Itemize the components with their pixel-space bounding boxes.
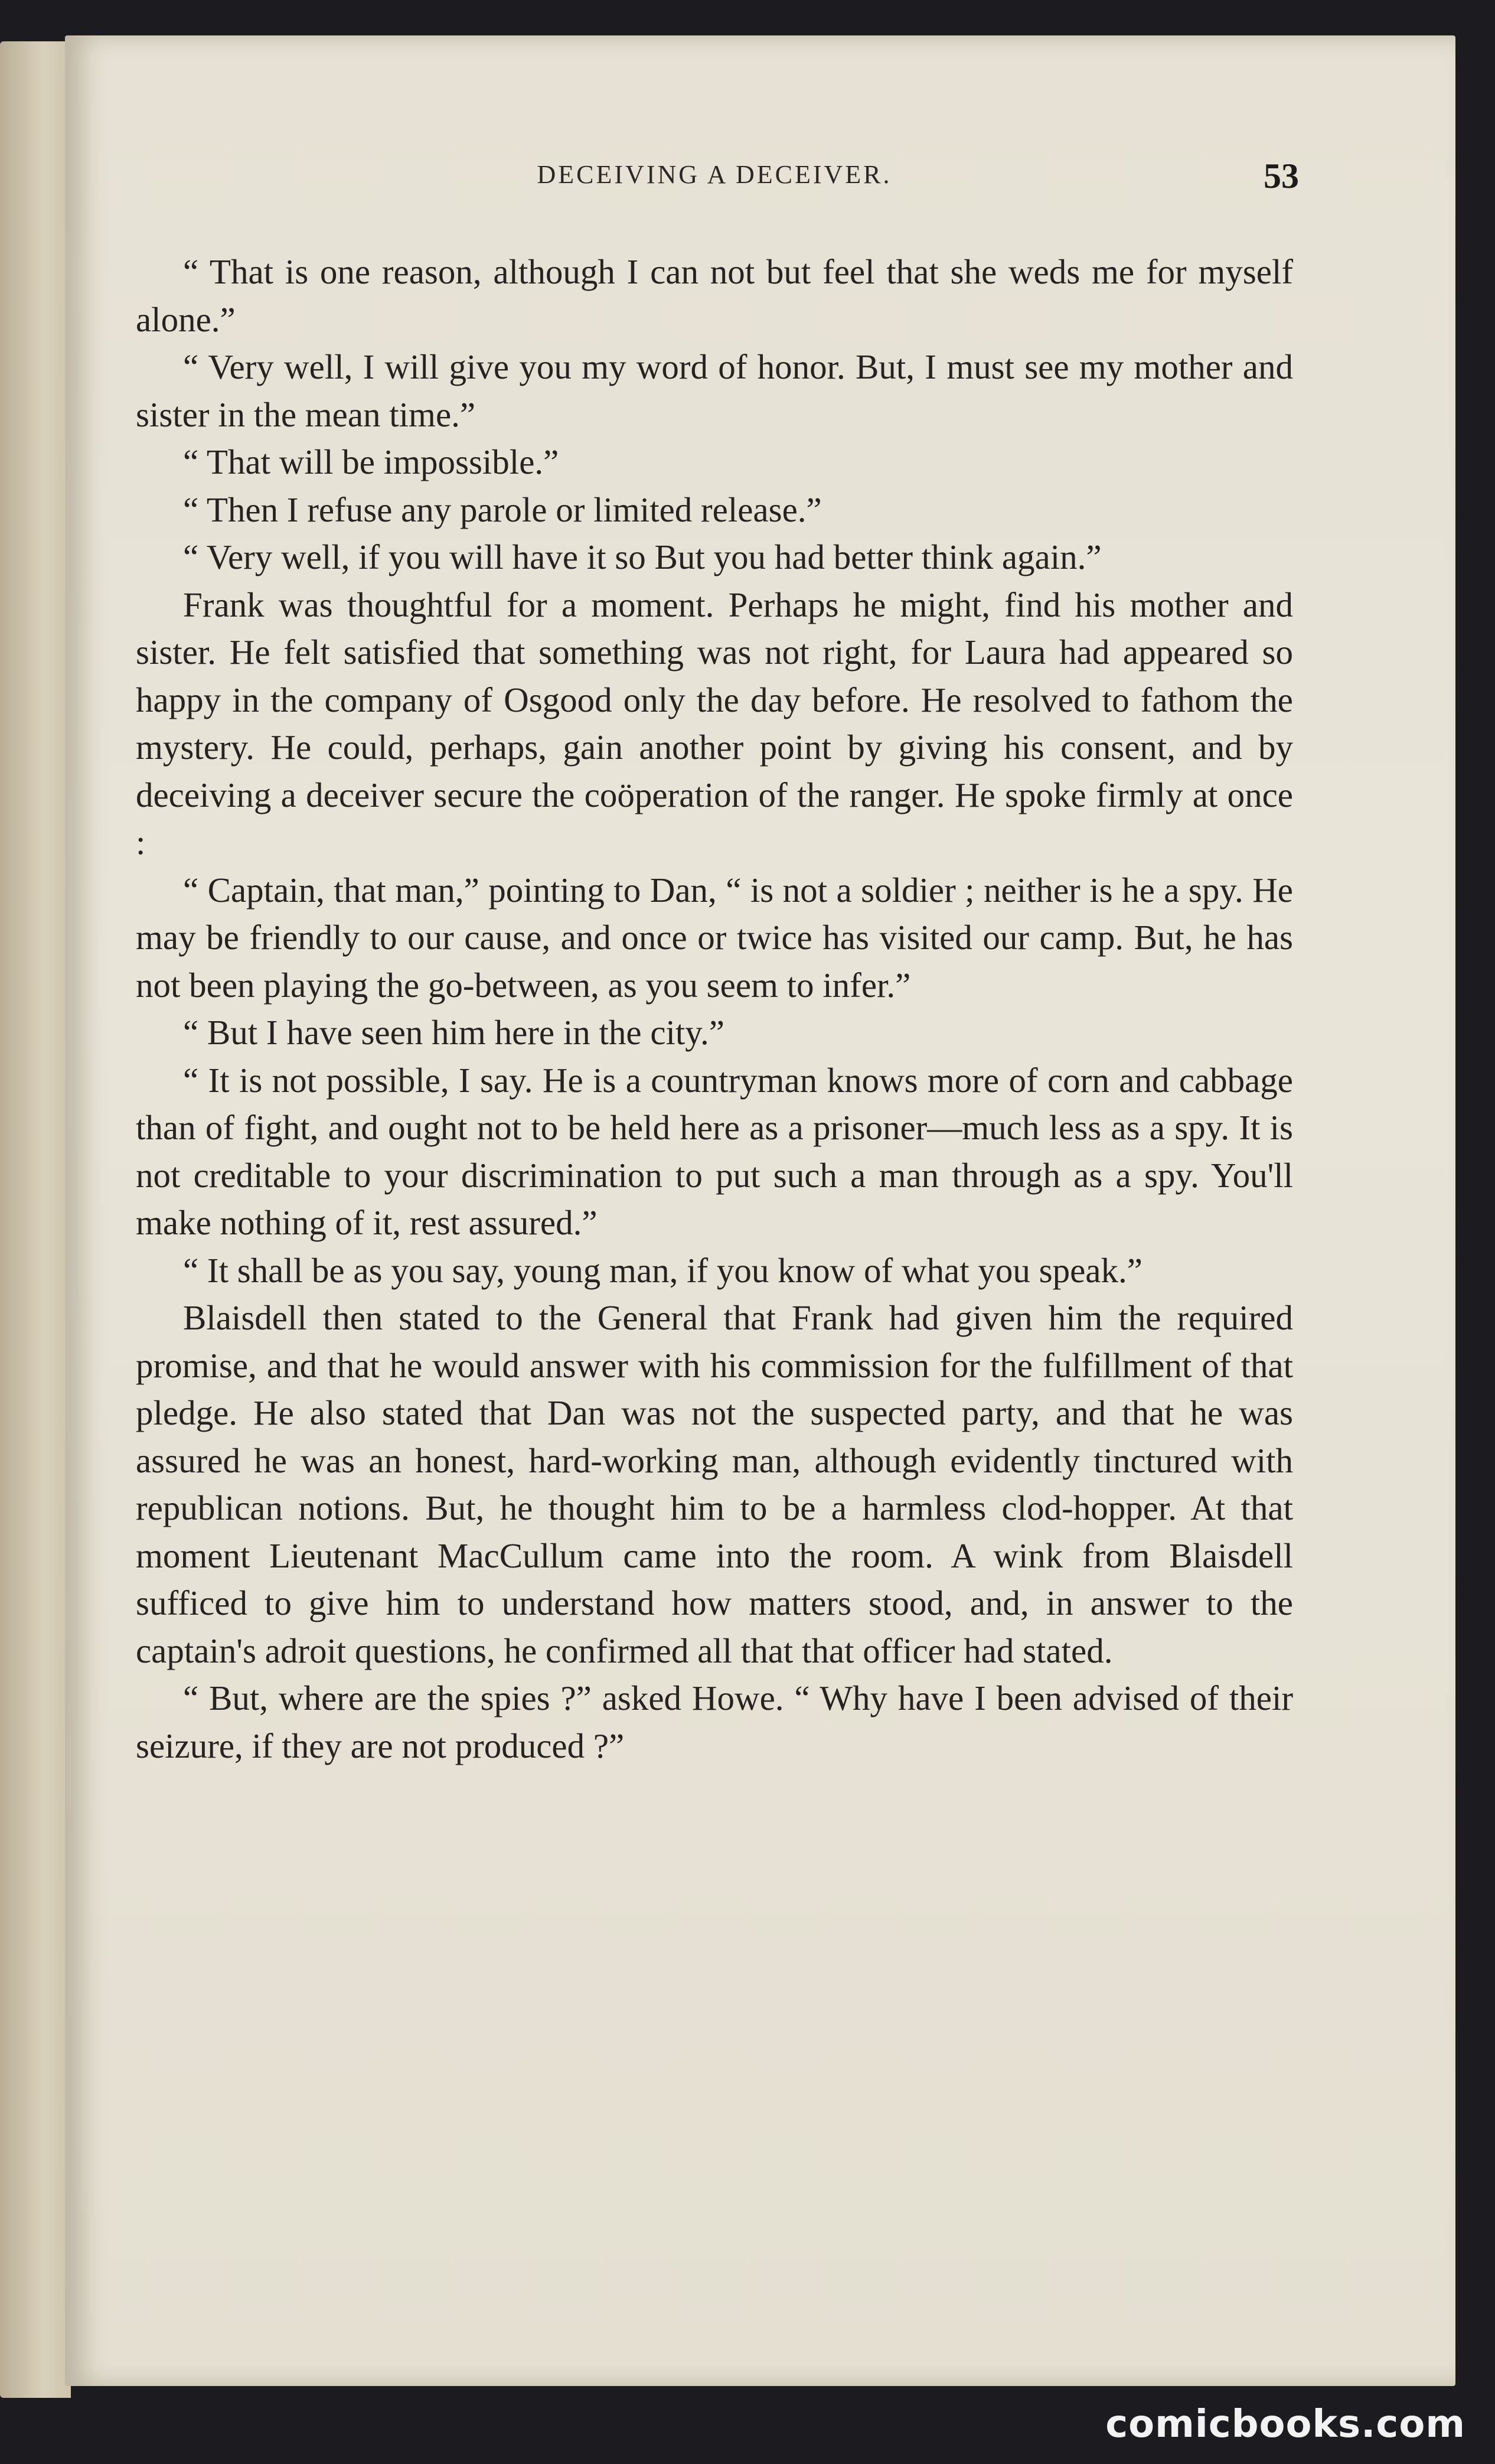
paragraph: “ That is one reason, although I can not but feel that she weds me for myself alone.” bbox=[136, 252, 1293, 339]
paragraph: “ Then I refuse any parole or limited release.” bbox=[183, 490, 822, 529]
page-number: 53 bbox=[1264, 157, 1299, 195]
paragraph: “ Captain, that man,” pointing to Dan, “ is not a soldier ; neither is he a spy. He may be friendly to our cause, and once or twice has visited our camp. But, he has not been playing the go-between, as you seem to infer.” bbox=[136, 870, 1293, 1005]
paragraph: “ It shall be as you say, young man, if you know of what you speak.” bbox=[183, 1250, 1143, 1290]
paragraph: “ But I have seen him here in the city.” bbox=[183, 1013, 724, 1052]
paragraph: Blaisdell then stated to the General that Frank had given him the required promise, and that he would answer with his commission for the fulfillment of that pledge. He also stated that Dan was not the suspected party, and that he was assured he was an honest, hard-working man, although evidently tinctured with republican notions. But, he thought him to be a harmless clod-hopper. At that moment Lieutenant MacCullum came into the room. A wink from Blaisdell sufficed to give him to understand how matters stood, and, in answer to the captain's adroit questions, he confirmed all that that officer had stated. bbox=[136, 1298, 1293, 1670]
paragraph: “ It is not possible, I say. He is a countryman knows more of corn and cabbage than of fight, and ought not to be held here as a prisoner—much less as a spy. It is not creditable to your discrimination to put such a man through as a spy. You'll make nothing of it, rest assured.” bbox=[136, 1060, 1293, 1242]
paragraph: “ Very well, I will give you my word of honor. But, I must see my mother and sister in the mean time.” bbox=[136, 347, 1293, 434]
running-title: DECEIVING A DECEIVER. bbox=[537, 160, 892, 189]
body-text bbox=[136, 248, 1293, 1769]
paragraph: “ That will be impossible.” bbox=[183, 442, 559, 481]
page-header bbox=[130, 159, 1299, 207]
paragraph: “ Very well, if you will have it so But you had better think again.” bbox=[183, 537, 1102, 576]
left-page-edge bbox=[0, 41, 71, 2398]
paragraph: Frank was thoughtful for a moment. Perhaps he might, find his mother and sister. He felt satisfied that something was not right, for Laura had appeared so happy in the company of Osgood only the day before. He resolved to fathom the mystery. He could, perhaps, gain another point by giving his consent, and by deceiving a deceiver secure the coöperation of the ranger. He spoke firmly at once : bbox=[136, 585, 1293, 862]
paragraph: “ But, where are the spies ?” asked Howe. “ Why have I been advised of their seizure, if they are not produced ?” bbox=[136, 1678, 1293, 1765]
watermark: comicbooks.com bbox=[1105, 2403, 1465, 2446]
